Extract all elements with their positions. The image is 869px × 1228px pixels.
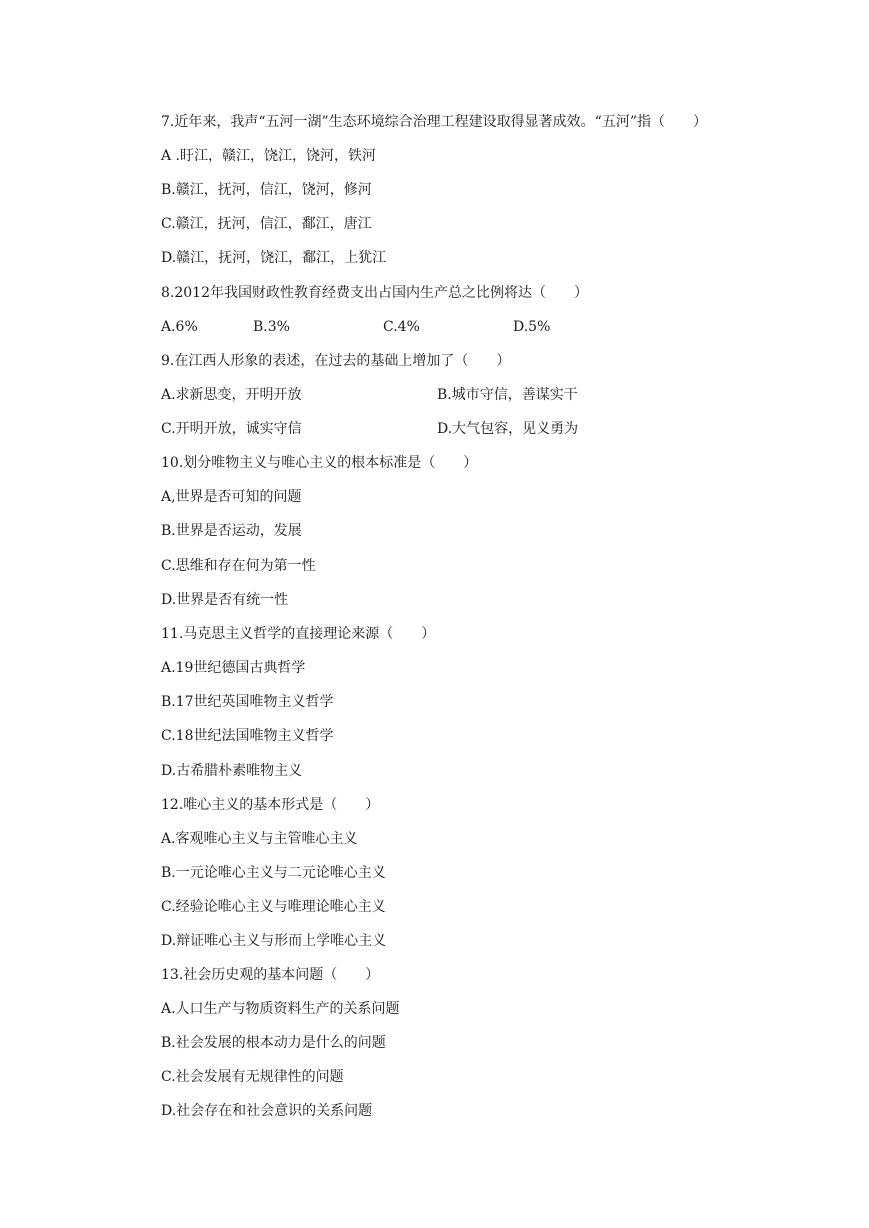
question-10-stem: 10.划分唯物主义与唯心主义的根本标准是（ ） <box>161 455 478 471</box>
question-9-stem: 9.在江西人形象的表述，在过去的基础上增加了（ ） <box>161 353 511 369</box>
question-12-option-c: C.经验论唯心主义与唯理论唯心主义 <box>161 899 386 915</box>
question-8-option-d: D.5% <box>513 319 551 335</box>
question-7-option-b: B.赣江，抚河，信江，饶河，修河 <box>161 182 372 198</box>
question-11-option-d: D.古希腊朴素唯物主义 <box>161 763 303 779</box>
question-9-option-b: B.城市守信，善谋实干 <box>437 387 578 403</box>
question-12-option-b: B.一元论唯心主义与二元论唯心主义 <box>161 865 386 881</box>
question-7-option-a: A .盱江，赣江，饶江，饶河，铁河 <box>161 148 377 164</box>
question-7-option-d: D.赣江，抚河，饶江，鄱江，上犹江 <box>161 250 387 266</box>
question-8-option-a: A.6% <box>161 319 198 335</box>
question-13-option-c: C.社会发展有无规律性的问题 <box>161 1069 344 1085</box>
question-10-option-d: D.世界是否有统一性 <box>161 592 289 608</box>
question-7-stem: 7.近年来，我声“五河一湖”生态环境综合治理工程建设取得显著成效。“五河”指（ ） <box>161 114 707 130</box>
question-12-option-a: A.客观唯心主义与主管唯心主义 <box>161 831 358 847</box>
question-11-option-a: A.19世纪德国古典哲学 <box>161 660 306 676</box>
question-10-option-b: B.世界是否运动，发展 <box>161 523 302 539</box>
question-8-option-b: B.3% <box>253 319 290 335</box>
question-10-option-a: A,世界是否可知的问题 <box>161 489 302 505</box>
question-8-option-c: C.4% <box>383 319 420 335</box>
question-7-option-c: C.赣江，抚河，信江，鄱江，唐江 <box>161 216 372 232</box>
question-11-option-c: C.18世纪法国唯物主义哲学 <box>161 728 334 744</box>
question-12-stem: 12.唯心主义的基本形式是（ ） <box>161 797 380 813</box>
question-13-option-b: B.社会发展的根本动力是什么的问题 <box>161 1035 386 1051</box>
question-13-option-d: D.社会存在和社会意识的关系问题 <box>161 1103 373 1119</box>
question-11-option-b: B.17世纪英国唯物主义哲学 <box>161 694 334 710</box>
question-10-option-c: C.思维和存在何为第一性 <box>161 558 316 574</box>
question-13-option-a: A.人口生产与物质资料生产的关系问题 <box>161 1001 400 1017</box>
question-12-option-d: D.辩证唯心主义与形而上学唯心主义 <box>161 933 387 949</box>
question-9-option-c: C.开明开放，诚实守信 <box>161 421 302 437</box>
question-9-option-d: D.大气包容，见义勇为 <box>437 421 579 437</box>
question-9-option-a: A.求新思变，开明开放 <box>161 387 302 403</box>
question-8-stem: 8.2012年我国财政性教育经费支出占国内生产总之比例将达（ ） <box>161 285 588 301</box>
question-13-stem: 13.社会历史观的基本问题（ ） <box>161 967 380 983</box>
question-11-stem: 11.马克思主义哲学的直接理论来源（ ） <box>161 626 436 642</box>
